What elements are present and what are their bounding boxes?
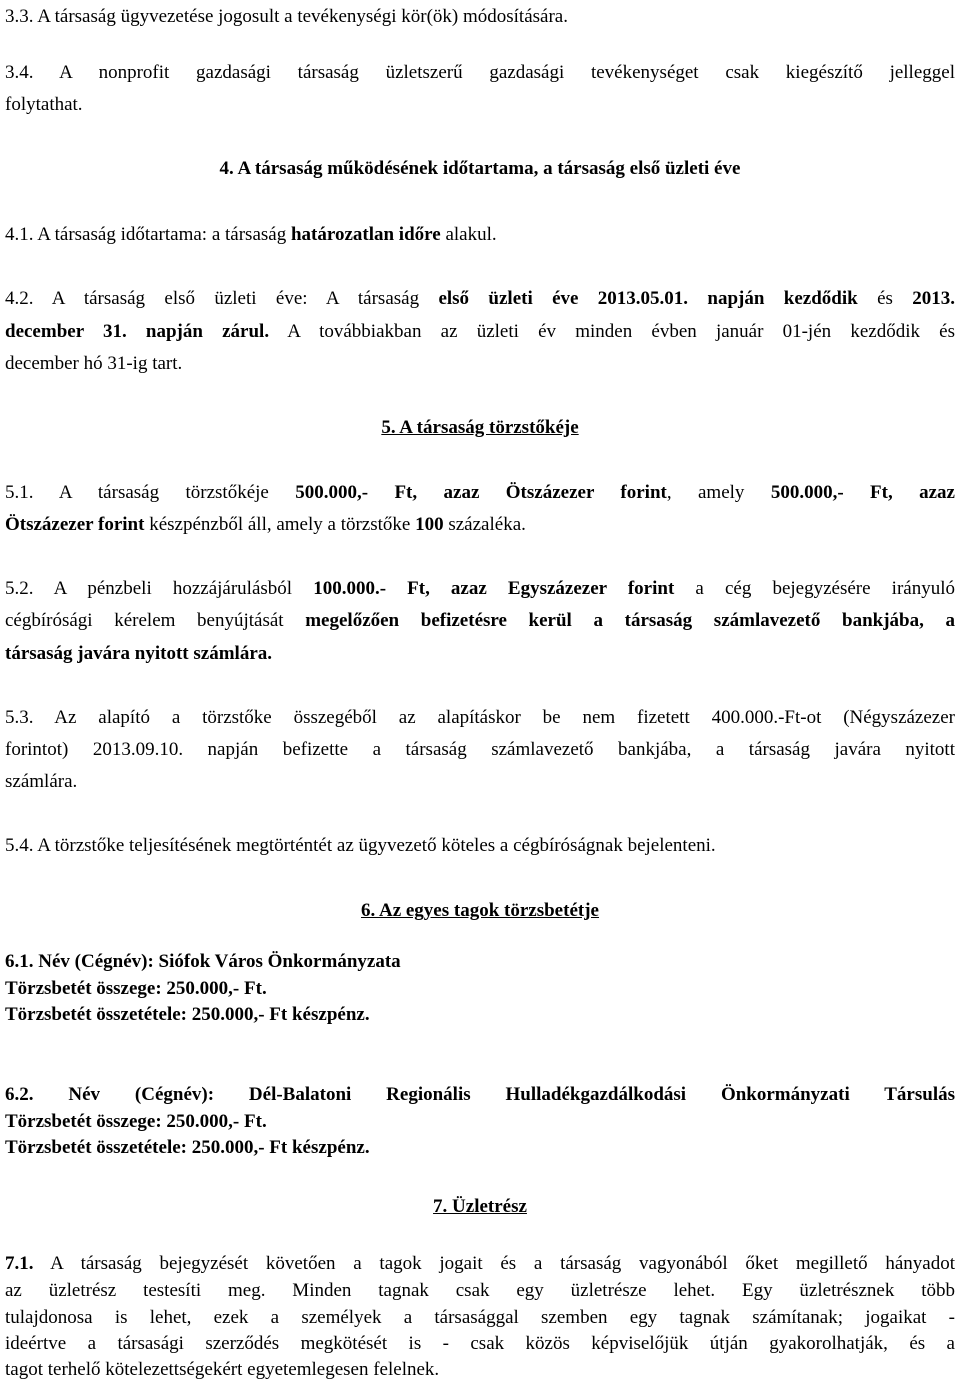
para-3-4-line2: folytathat.	[5, 94, 83, 115]
para-5-3-line2: forintot) 2013.09.10. napján befizette a társaság számlavezető bankjába, a társaság javára nyitott	[5, 739, 955, 760]
para-7-1-line1: 7.1. A társaság bejegyzését követően a tagok jogait és a társaság vagyonából őket megillető hányadot	[5, 1253, 955, 1274]
para-3-3: 3.3. A társaság ügyvezetése jogosult a tevékenységi kör(ök) módosítására.	[5, 6, 568, 27]
para-5-1-line2: Ötszázezer forint készpénzből áll, amely a törzstőke 100 százaléka.	[5, 514, 526, 535]
para-5-2-line3: társaság javára nyitott számlára.	[5, 643, 273, 664]
member-1-amount: Törzsbetét összege: 250.000,- Ft.	[5, 978, 267, 999]
para-7-1-line3: tulajdonosa is lehet, ezek a személyek a társasággal szemben egy tagnak számítanak; jogaikat -	[5, 1307, 955, 1328]
member-2-composition: Törzsbetét összetétele: 250.000,- Ft készpénz.	[5, 1137, 370, 1158]
para-7-1-line4: ideértve a társasági szerződés megkötését is - csak közös képviselőjük útján gyakorolhatják, és a	[5, 1333, 955, 1354]
para-7-1-line2: az üzletrész testesíti meg. Minden tagnak csak egy üzletrésze lehet. Egy üzletrésznek több	[5, 1280, 955, 1301]
member-1-name: 6.1. Név (Cégnév): Siófok Város Önkormányzata	[5, 951, 401, 972]
para-5-1-line1: 5.1. A társaság törzstőkéje 500.000,- Ft, azaz Ötszázezer forint, amely 500.000,- Ft, azaz	[5, 482, 955, 503]
para-4-2-line3: december hó 31-ig tart.	[5, 353, 183, 374]
para-5-4: 5.4. A törzstőke teljesítésének megtörténtét az ügyvezető köteles a cégbíróságnak bejelenteni.	[5, 835, 716, 856]
para-5-2-line1: 5.2. A pénzbeli hozzájárulásból 100.000.- Ft, azaz Egyszázezer forint a cég bejegyzésére irányuló	[5, 578, 955, 599]
para-4-2-line1: 4.2. A társaság első üzleti éve: A társaság első üzleti éve 2013.05.01. napján kezdődik és 2013.	[5, 288, 956, 309]
para-4-2-line2: december 31. napján zárul. A továbbiakban az üzleti év minden évben január 01-jén kezdődik és	[5, 321, 955, 342]
para-5-2-line2: cégbírósági kérelem benyújtását megelőzően befizetésre kerül a társaság számlavezető bankjába, a	[5, 610, 955, 631]
para-7-1-line5: tagot terhelő kötelezettségekért egyetemlegesen felelnek.	[5, 1359, 440, 1380]
member-1-composition: Törzsbetét összetétele: 250.000,- Ft készpénz.	[5, 1004, 370, 1025]
para-5-3-line3: számlára.	[5, 771, 78, 792]
para-4-1: 4.1. A társaság időtartama: a társaság határozatlan időre alakul.	[5, 224, 497, 245]
section-4-heading: 4. A társaság működésének időtartama, a társaság első üzleti éve	[219, 158, 741, 179]
para-5-3-line1: 5.3. Az alapító a törzstőke összegéből az alapításkor be nem fizetett 400.000.-Ft-ot (Négyszázezer	[5, 707, 955, 728]
section-7-heading: 7. Üzletrész	[433, 1196, 527, 1217]
para-3-4-line1: 3.4. A nonprofit gazdasági társaság üzletszerű gazdasági tevékenységet csak kiegészítő jelleggel	[5, 62, 955, 83]
member-2-name: 6.2. Név (Cégnév): Dél-Balatoni Regionális Hulladékgazdálkodási Önkormányzati Társulás	[5, 1084, 955, 1105]
member-2-amount: Törzsbetét összege: 250.000,- Ft.	[5, 1111, 267, 1132]
section-5-heading: 5. A társaság törzstőkéje	[381, 417, 579, 438]
section-6-heading: 6. Az egyes tagok törzsbetétje	[361, 900, 599, 921]
